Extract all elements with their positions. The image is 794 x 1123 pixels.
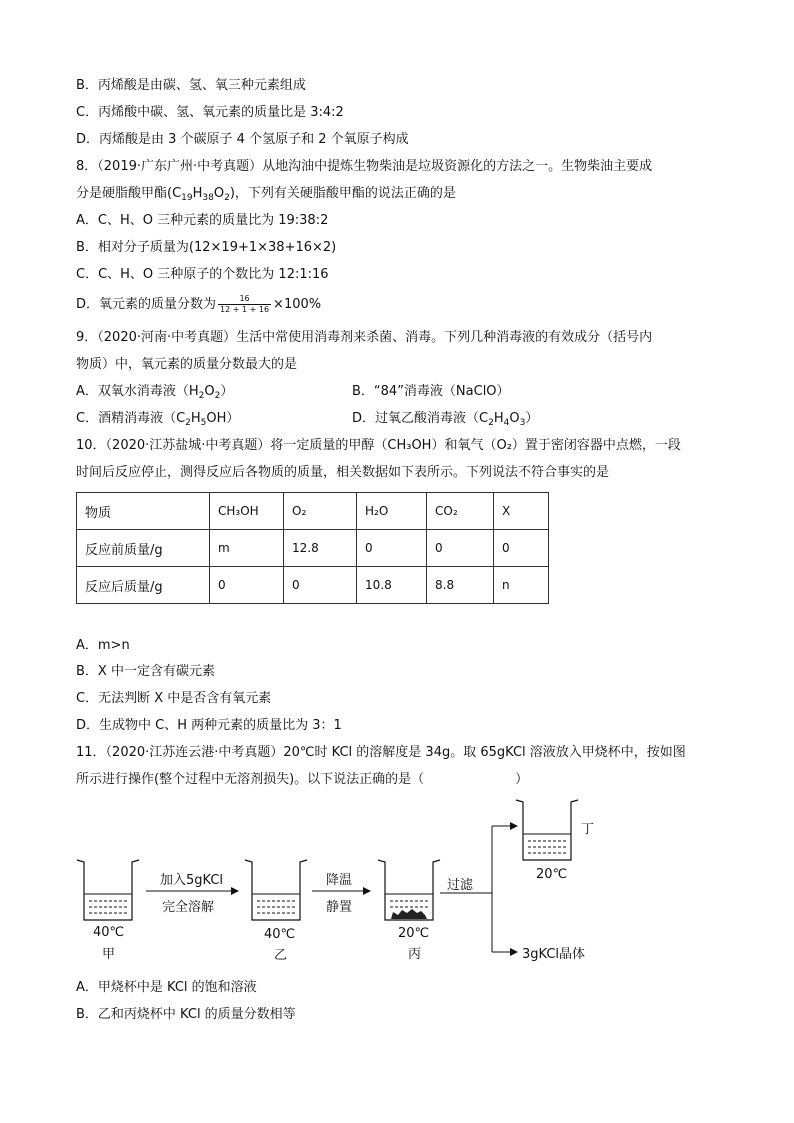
table-cell: m xyxy=(210,530,284,567)
q9-a-mid: O xyxy=(204,384,215,399)
table-cell: n xyxy=(494,567,549,604)
q9-d-s2: 4 xyxy=(503,418,510,428)
q9-d-s1: 2 xyxy=(488,418,494,428)
table-cell: 0 xyxy=(210,567,284,604)
q8-stem-pre: 分是硬脂酸甲酯(C xyxy=(76,186,182,201)
q8-stem-line1: 8．（2019·广东广州·中考真题）从地沟油中提炼生物柴油是垃圾资源化的方法之一。生物柴油主要成 xyxy=(76,159,653,174)
bing-temp: 20℃ xyxy=(398,926,430,941)
q11-stem-line1: 11．（2020·江苏连云港·中考真题）20℃时 KCl 的溶解度是 34g。取 65gKCl 溶液放入甲烧杯中，按如图 xyxy=(76,745,686,760)
q7-option-d: D．丙烯酸是由 3 个碳原子 4 个氢原子和 2 个氧原子构成 xyxy=(76,132,409,147)
q8-h: H xyxy=(192,186,203,201)
q9-a-s1: 2 xyxy=(198,391,205,401)
q9-a-pre: A．双氧水消毒液（H xyxy=(76,384,199,399)
table-cell: 10.8 xyxy=(357,567,427,604)
q9-c-post: OH） xyxy=(206,411,240,426)
q9-c-pre: C．酒精消毒液（C xyxy=(76,411,186,426)
q9-c-s2: 5 xyxy=(200,418,207,428)
q8-sub-38: 38 xyxy=(202,193,214,203)
beaker-ding-icon xyxy=(516,800,578,860)
beaker-yi-icon xyxy=(245,860,307,920)
table-header-cell: CO₂ xyxy=(427,493,494,530)
q9-stem-line1: 9．（2020·河南·中考真题）生活中常使用消毒剂来杀菌、消毒。下列几种消毒液的有效成分（括号内 xyxy=(76,330,653,345)
q9-d-mid1: H xyxy=(493,411,504,426)
step3-label: 过滤 xyxy=(447,878,474,893)
bing-name: 丙 xyxy=(408,947,422,962)
yi-temp: 40℃ xyxy=(264,927,296,942)
q9-option-b: B．“84”消毒液（NaClO） xyxy=(352,384,510,399)
jia-temp: 40℃ xyxy=(93,925,125,940)
step2-top-label: 降温 xyxy=(326,873,353,888)
step1-top-label: 加入5gKCl xyxy=(160,873,224,888)
table-cell: 8.8 xyxy=(427,567,494,604)
beaker-jia-icon xyxy=(77,860,139,920)
q10-option-a: A．m>n xyxy=(76,638,130,653)
table-cell: 0 xyxy=(427,530,494,567)
q7-option-b: B．丙烯酸是由碳、氢、氧三种元素组成 xyxy=(76,78,306,93)
q11-option-b: B．乙和丙烧杯中 KCl 的质量分数相等 xyxy=(76,1007,296,1022)
q9-a-post: ） xyxy=(220,384,234,399)
q9-d-post: ） xyxy=(525,411,539,426)
q10-option-d: D．生成物中 C、H 两种元素的质量比为 3：1 xyxy=(76,718,342,733)
step1-bottom-label: 完全溶解 xyxy=(162,900,215,915)
table-cell: 0 xyxy=(357,530,427,567)
q8-sub-2: 2 xyxy=(224,193,230,203)
table-cell: 反应前质量/g xyxy=(77,530,210,567)
q9-c-mid: H xyxy=(190,411,201,426)
q8-d-pre: D．氧元素的质量分数为 xyxy=(76,297,217,312)
table-cell: 反应后质量/g xyxy=(77,567,210,604)
table-header-cell: 物质 xyxy=(77,493,210,530)
beaker-bing-icon xyxy=(378,860,440,920)
q8-sub-19: 19 xyxy=(181,193,193,203)
q10-stem-line1: 10．（2020·江苏盐城·中考真题）将一定质量的甲醇（CH₃OH）和氧气（O₂）置于密闭容器中点燃，一段 xyxy=(76,438,681,453)
q8-d-post: ×100% xyxy=(273,297,322,312)
q9-a-s2: 2 xyxy=(214,391,221,401)
q9-d-s3: 3 xyxy=(519,418,526,428)
ding-temp: 20℃ xyxy=(536,867,568,882)
q7-option-c: C．丙烯酸中碳、氢、氧元素的质量比是 3:4:2 xyxy=(76,105,344,120)
q9-c-s1: 2 xyxy=(185,418,191,428)
q9-d-mid2: O xyxy=(509,411,520,426)
q8-stem-post: )，下列有关硬脂酸甲酯的说法正确的是 xyxy=(229,186,456,201)
table-header-cell: X xyxy=(494,493,549,530)
crystal-label: 3gKCl晶体 xyxy=(522,947,586,962)
q8-option-a: A．C、H、O 三种元素的质量比为 19:38:2 xyxy=(76,213,329,228)
ding-name: 丁 xyxy=(581,822,595,837)
crystal-precipitate-icon xyxy=(391,909,427,919)
step2-bottom-label: 静置 xyxy=(326,900,353,915)
table-cell: 0 xyxy=(494,530,549,567)
q8-option-c: C．C、H、O 三种原子的个数比为 12:1:16 xyxy=(76,267,329,282)
yi-name: 乙 xyxy=(274,948,288,963)
table-header-cell: H₂O xyxy=(357,493,427,530)
table-cell: 0 xyxy=(284,567,357,604)
q8-fraction-den: 12 + 1 + 16 xyxy=(220,305,270,314)
q8-o: O xyxy=(213,186,225,201)
q10-option-b: B．X 中一定含有碳元素 xyxy=(76,664,215,679)
q8-fraction-num: 16 xyxy=(218,294,271,305)
table-cell: 12.8 xyxy=(284,530,357,567)
q11-stem-line2: 所示进行操作(整个过程中无溶剂损失)。以下说法正确的是（ ） xyxy=(76,772,529,787)
q10-option-c: C．无法判断 X 中是否含有氧元素 xyxy=(76,691,272,706)
table-header-cell: O₂ xyxy=(284,493,357,530)
q11-option-a: A．甲烧杯中是 KCl 的饱和溶液 xyxy=(76,980,257,995)
jia-name: 甲 xyxy=(102,947,116,962)
q9-d-pre: D．过氧乙酸消毒液（C xyxy=(352,411,489,426)
q10-stem-line2: 时间后反应停止，测得反应后各物质的质量，相关数据如下表所示。下列说法不符合事实的是 xyxy=(76,465,610,480)
q9-stem-line2: 物质）中，氧元素的质量分数最大的是 xyxy=(76,357,298,372)
q8-option-b: B．相对分子质量为(12×19+1×38+16×2) xyxy=(76,240,337,255)
table-header-cell: CH₃OH xyxy=(210,493,284,530)
